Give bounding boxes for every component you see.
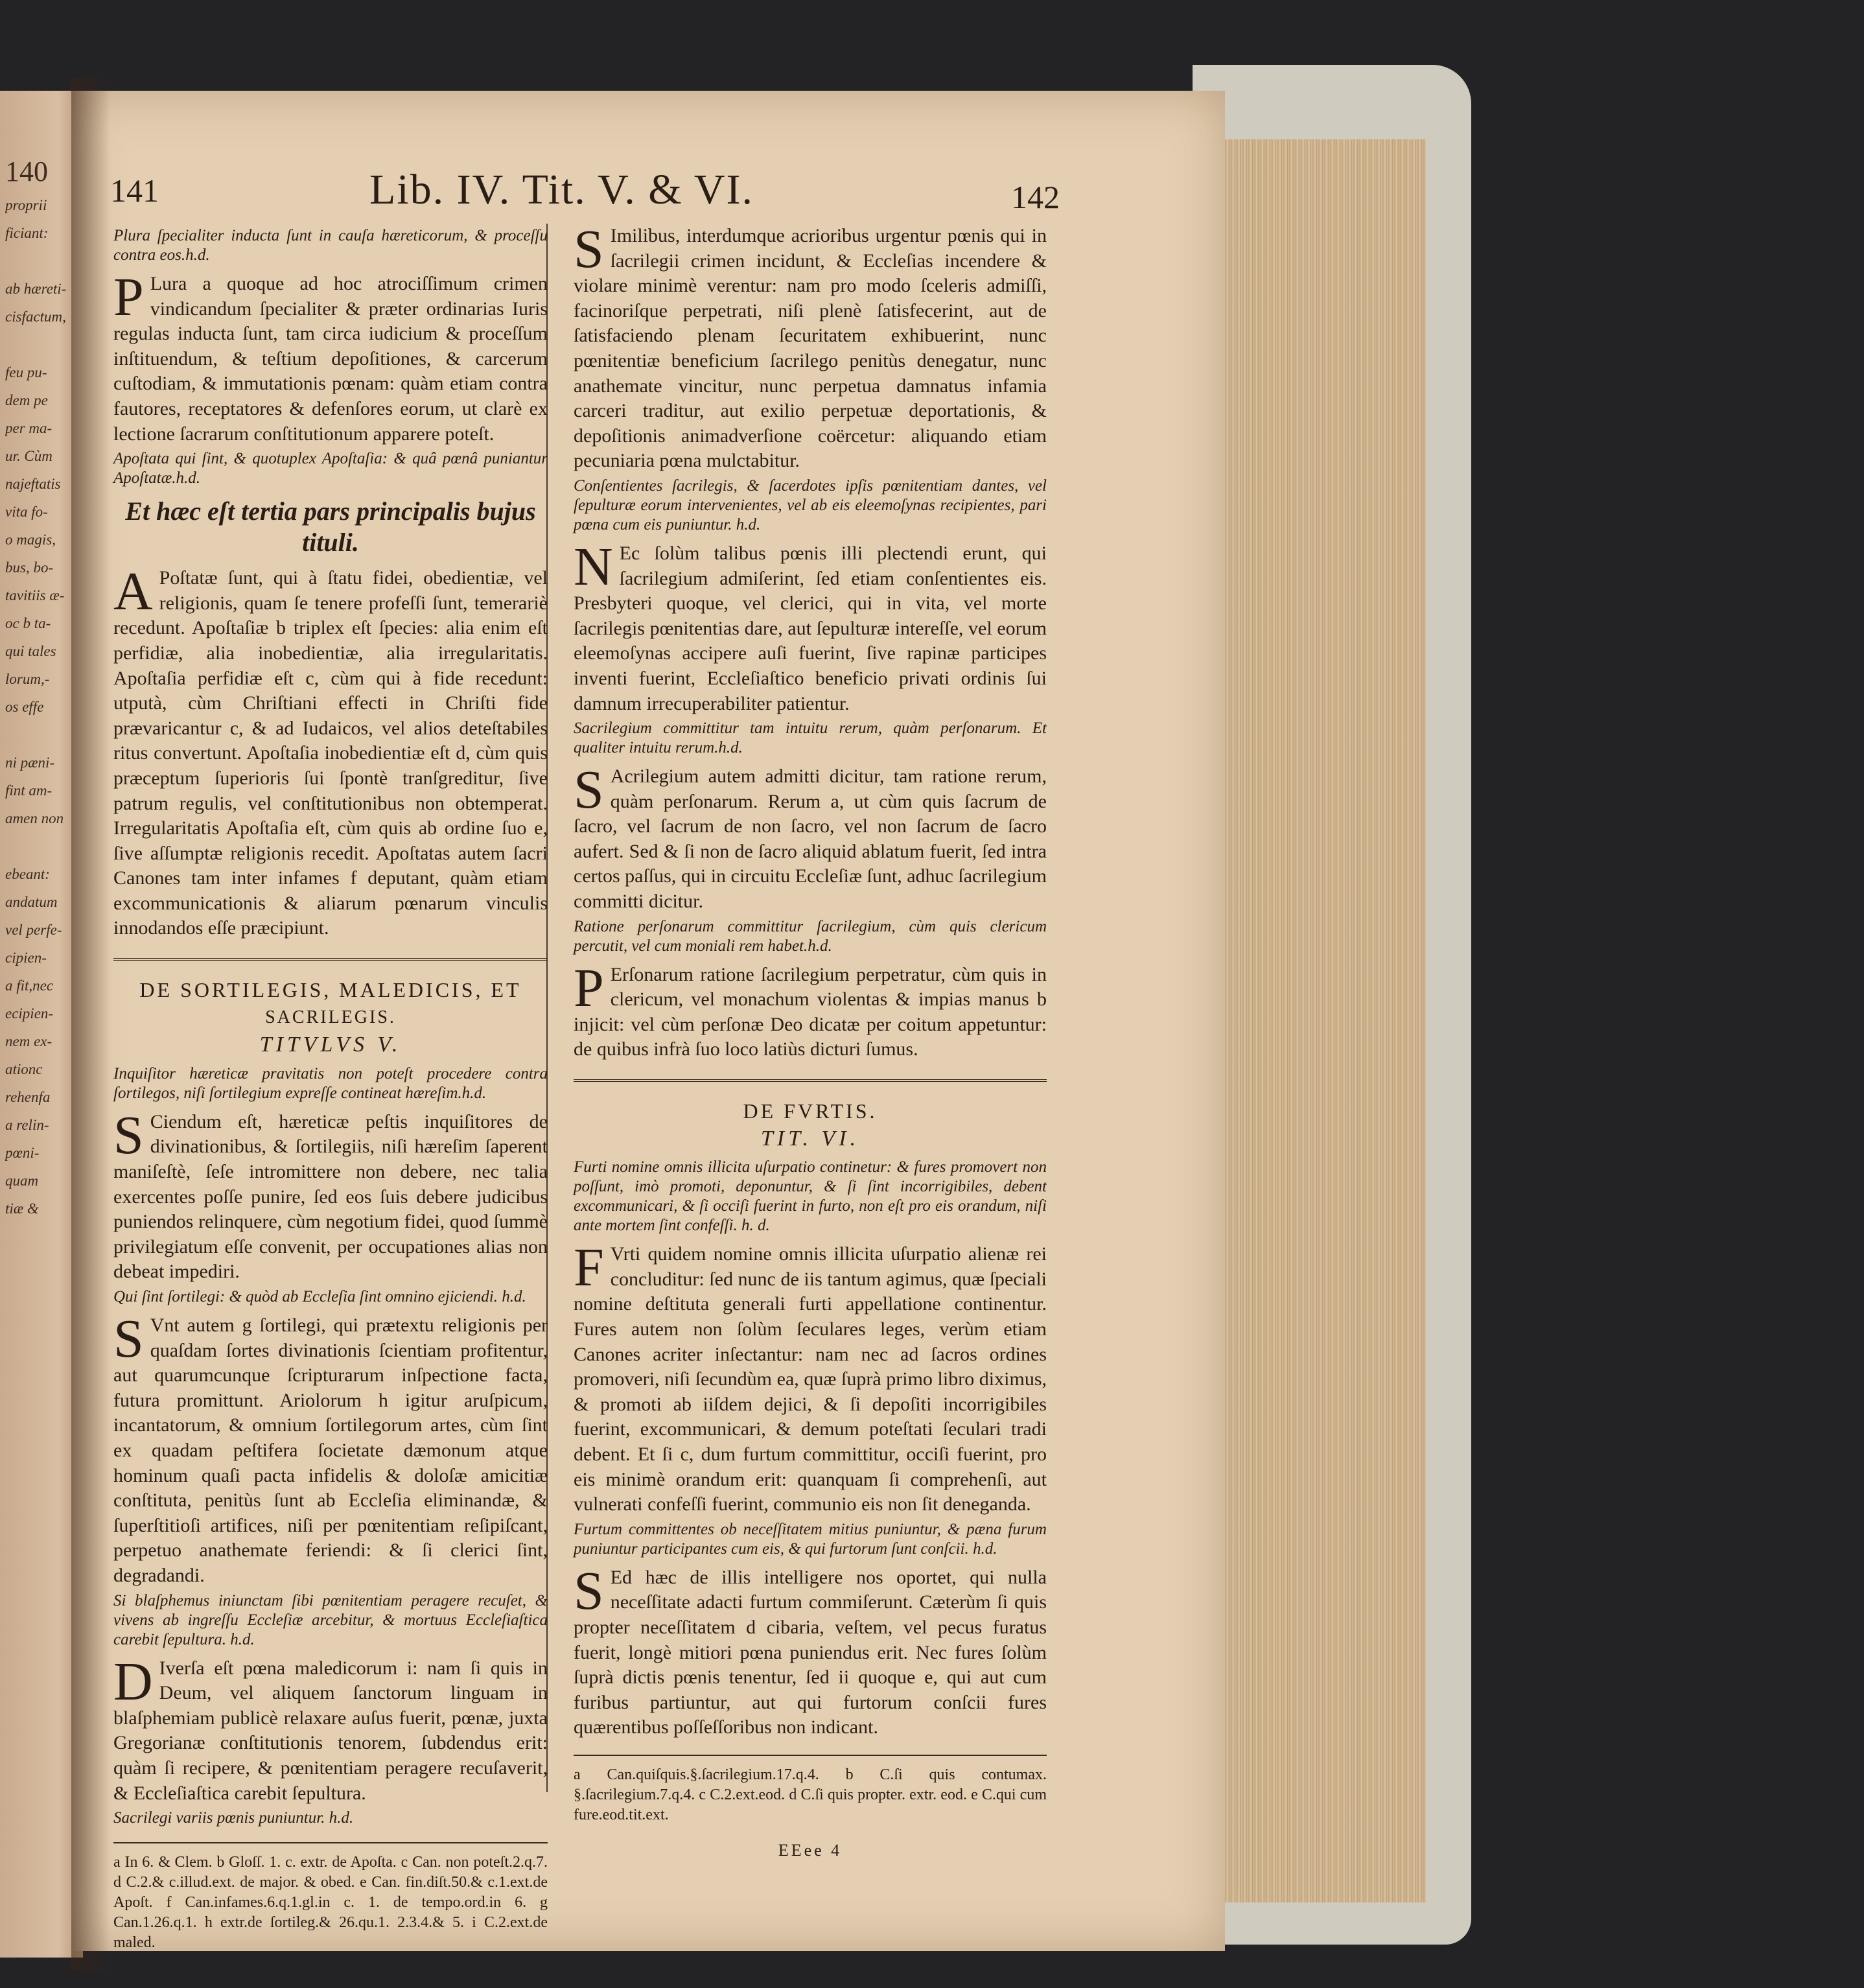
prev-margin-line (5, 832, 76, 860)
prev-margin-line (5, 721, 76, 749)
prev-margin-line: vita fo- (5, 504, 48, 520)
drop-initial: P (574, 957, 604, 1018)
paragraph (113, 561, 548, 941)
previous-page-text (5, 152, 76, 1222)
prev-margin-line: cipien- (5, 950, 47, 966)
prev-margin-line: cisfactum, (5, 309, 66, 325)
rubric: Furtum committentes ob neceſſitatem mitius puniuntur, & pæna furum puniuntur participantes cum eis, & qui furtorum ſunt conſcii. h.d. (574, 1520, 1047, 1558)
prev-margin-line: os effe (5, 699, 44, 715)
paragraph-text: Iverſa eſt pœna maledicorum i: nam ſi quis in Deum, vel aliquem ſanctorum linguam in blaſphemiam publicè relaxare auſus fuerit, pœnæ, juxta Gregorianæ conſtitutionis tenorem, ſubdendus erit: quàm ſi recipere, & pœnitentiam peragere recuſaverit, & Eccleſiaſtica carebit ſepultura. (113, 1657, 548, 1804)
drop-initial: S (574, 219, 604, 279)
drop-initial: P (113, 267, 144, 327)
prev-margin-line: lorum,- (5, 671, 50, 687)
paragraph-text: Erſonarum ratione ſacrilegium perpetratur, cùm quis in clericum, vel monachum violentas & impias manus b injicit: vel cùm perſonæ Deo dicatæ per coitum appetuntur: de quibus infrà ſuo loco latiùs dicturi ſumus. (574, 963, 1047, 1060)
running-title: Lib. IV. Tit. V. & VI. (369, 166, 754, 213)
prev-margin-line: rehenfa (5, 1089, 51, 1105)
prev-margin-line: vel perfe- (5, 922, 62, 938)
paragraph (574, 760, 1047, 915)
drop-initial: N (574, 536, 613, 597)
drop-initial: S (574, 1560, 604, 1621)
rubric: Inquiſitor hæreticæ pravitatis non poteſt procedere contra ſortilegos, niſi ſortilegium expreſſe contineat hæreſim.h.d. (113, 1064, 548, 1102)
paragraph (113, 1651, 548, 1807)
paragraph-text: Poſtatæ ſunt, qui à ſtatu fidei, obedientiæ, vel religionis, quam ſe tenere profeſſi ſunt, temerariè recedunt. Apoſtaſiæ b triplex eſt ſpecies: alia enim eſt perfidiæ, alia inobedientiæ, alia irregularitatis. Apoſtaſia perfidiæ eſt c, cùm qui à fide recedunt: utputà, cùm Chriſtiani effecti in Chriſti fide prævaricantur c, & ad Iudaicos, vel alios deteſtabiles ritus convertunt. Apoſtaſia inobedientiæ eſt d, cùm quis præceptum ſuperioris ſui ſpontè tranſgreditur, ſive patrum regulis, vel conſtitutionibus non obtemperat. Irregularitatis Apoſtaſia eſt, cùm quis ab ordine ſuo e, ſive aſſumptæ religionis recedit. Apoſtatas autem ſacri Canones tam inter infames f deputant, quàm etiam excommunicationis & aliarum pœnarum vinculis innodandos eſſe præcipiunt. (113, 567, 548, 939)
rubric: Conſentientes ſacrilegis, & ſacerdotes ipſis pœnitentiam dantes, vel ſepulturæ eorum intervenientes, vel ab eis eleemoſynas recipientes, pari pœna cum eis puniuntur. h.d. (574, 476, 1047, 533)
prev-margin-line: bus, bo- (5, 559, 54, 576)
paragraph (113, 267, 548, 447)
prev-folio: 140 (5, 156, 48, 187)
folio-right: 142 (1011, 179, 1060, 215)
titulus-label: TIT. VI. (760, 1126, 860, 1151)
rubric: Sacrilegi variis pœnis puniuntur. h.d. (113, 1809, 354, 1827)
prev-margin-line: nem ex- (5, 1033, 52, 1049)
drop-initial: D (113, 1651, 153, 1712)
prev-margin-line: ur. Cùm (5, 448, 52, 464)
title-heading: DE SORTILEGIS, MALEDICIS, ET (139, 978, 522, 1002)
paragraph (113, 1105, 548, 1285)
drop-initial: F (574, 1237, 604, 1298)
prev-margin-line: ni pæni- (5, 754, 55, 771)
left-column (113, 224, 548, 1953)
folio-left: 141 (110, 172, 159, 209)
prev-margin-lines (5, 191, 76, 1222)
rubric: Plura ſpecialiter inducta ſunt in cauſa hæreticorum, & proceſſu contra eos.h.d. (113, 227, 548, 264)
prev-margin-line (5, 247, 76, 275)
prev-margin-line: qui tales (5, 643, 56, 659)
prev-margin-line: quam (5, 1173, 39, 1189)
signature-mark: EEee 4 (778, 1840, 843, 1860)
rubric: Apoſtata qui ſint, & quotuplex Apoſtaſia: & quâ pœnâ puniantur Apoſtatæ.h.d. (113, 450, 548, 487)
prev-margin-line: dem pe (5, 392, 48, 408)
paragraph-text: Ec ſolùm talibus pœnis illi plectendi erunt, qui ſacrilegium admiſerint, ſed etiam conſentientes eis. Presbyteri quoque, vel clerici, qui in vita, vel morte ſacrilegis pœnitentias dare, aut ſepulturæ intereſſe, vel eorum eleemoſynas accipere auſi fuerint, ſive rapinæ participes inventi fuerint, Eccleſiaſtico beneficio privati ordinis ſui damnum irrecuperabiliter patientur. (574, 542, 1047, 714)
right-column (574, 219, 1047, 1864)
drop-initial: S (113, 1309, 144, 1369)
prev-margin-line: tavitiis æ- (5, 587, 65, 603)
prev-margin-line: tiæ & (5, 1200, 39, 1217)
paragraph-text: Acrilegium autem admitti dicitur, tam ratione rerum, quàm perſonarum. Rerum a, ut cùm quis ſacrum de ſacro, vel ſacrum de non ſacro, vel non ſacrum de ſacro aufert. Sed & ſi non de ſacro aliquid ablatum fuerit, ſed intra certos paſſus, qui in circuitu Eccleſiæ ſunt, adhuc ſacrilegium committi dicitur. (574, 766, 1047, 913)
section-heading: Et hæc eſt tertia pars principalis bujus tituli. (125, 497, 536, 557)
paragraph-text: Ed hæc de illis intelligere nos oportet, qui nulla neceſſitate adacti furtum commiſerunt. Cæterùm ſi quis propter neceſſitatem d cibaria, veſtem, vel pecus furatus fuerit, longè mitiori pœna puniendus erit. Nec fures ſolùm ſuprà dictis pœnis tenentur, ſed ii quoque e, qui aut cum furibus partiuntur, aut qui furtorum conſcii fures quærentibus poſſeſſoribus non indicant. (574, 1566, 1047, 1738)
paragraph-text: Ciendum eſt, hæreticæ peſtis inquiſitores de divinationibus, & ſortilegiis, niſi hæreſim ſaperent maniſeſtè, ſeſe intromittere non debere, nec talia exercentes poſſe punire, ſed eos ſuis debere judicibus puniendos relinquere, cùm negotium fidei, quod ſummè privilegiatum eſſe convenit, per occupationes alias non debeat impediri. (113, 1110, 548, 1283)
paragraph-text: Vnt autem g ſortilegi, qui prætextu religionis per quaſdam ſortes divinationis ſcientiam profitentur, aut quarumcunque ſcripturarum inſpectione facta, futura promittunt. Ariolorum h igitur aruſpicum, incantatorum, & omnium ſortilegorum artes, cùm ſint ex quadam peſtifera ſocietate dæmonum atque hominum quaſi pacta infidelis & doloſæ amicitiæ conſtituta, penitùs ſunt ab Eccleſia eliminandæ, & ſuperſtitioſi artifices, niſi per pœnitentiam reſipiſcant, perpetuo anathemate feriendi: & ſi clerici ſint, degradandi. (113, 1315, 548, 1586)
prev-margin-line: o magis, (5, 532, 56, 548)
prev-margin-line: oc b ta- (5, 615, 51, 631)
prev-margin-line: amen non (5, 810, 64, 826)
prev-margin-line: ficiant: (5, 225, 49, 241)
paragraph (574, 957, 1047, 1062)
title-heading-2: SACRILEGIS. (265, 1007, 396, 1027)
prev-margin-line: per ma- (5, 420, 52, 436)
footnote-rule (574, 1755, 1047, 1756)
prev-margin-line: andatum (5, 894, 58, 910)
prev-margin-line: fint am- (5, 782, 52, 799)
rubric: Qui ſint ſortilegi: & quòd ab Eccleſia ſint omnino ejiciendi. h.d. (113, 1288, 526, 1305)
paragraph (574, 1237, 1047, 1517)
paragraph-text: Imilibus, interdumque acrioribus urgentur pœnis qui in ſacrilegii crimen incidunt, & Eccleſias incendere & violare minimè verentur: nam pro modo ſceleris admiſſi, facinoriſque perpetrati, niſi plenè ſatisfecerint, aut de ſatisfaciendo plenam ſecuritatem exhibuerint, nunc pœnitentiæ beneficium ſacrilego penitùs denegatur, nunc anathemate vincitur, nunc perpetua damnatus infamia carceri traditur, aut exilio perpetuæ deportationis, & depoſitionis animadverſione coërcetur: aliquando etiam pecuniaria pœna mulctabitur. (574, 225, 1047, 472)
prev-margin-line: a fit,nec (5, 977, 54, 994)
prev-margin-line: a relin- (5, 1117, 49, 1133)
ornamental-rule (113, 958, 548, 961)
paragraph (574, 1560, 1047, 1740)
prev-margin-line: ecipien- (5, 1005, 54, 1022)
prev-margin-line (5, 331, 76, 358)
rubric: Si blaſphemus iniunctam ſibi pœnitentiam peragere recuſet, & vivens ab ingreſſu Eccleſiæ arcebitur, & mortuus Eccleſiaſtica carebit ſepultura. h.d. (113, 1591, 548, 1648)
rubric: Ratione perſonarum committitur ſacrilegium, cùm quis clericum percutit, vel cum moniali rem habet.h.d. (574, 917, 1047, 955)
titulus-label: TITVLVS V. (259, 1033, 402, 1057)
drop-initial: S (574, 760, 604, 821)
drop-initial: A (113, 561, 153, 622)
page-header (110, 166, 1063, 217)
rubric: Furti nomine omnis illicita uſurpatio continetur: & fures promovert non poſſunt, imò promoti, deponuntur, & ſi ſint incorrigibiles, debent excommunicari, & ſi occiſi fuerint in furto, non eſt pro eis orandum, niſi ante mortem ſint confeſſi. h. d. (574, 1158, 1047, 1235)
paragraph-text: Vrti quidem nomine omnis illicita uſurpatio alienæ rei concluditur: ſed nunc de iis tantum agimus, quæ ſpeciali nomine deſtituta generali furti appellatione continentur. Fures autem non ſolùm ſeculares leges, verùm etiam Canones acriter inſectantur: nam nec ad ſacros ordines promoveri, niſi ſecundùm ea, quæ ſuprà primo libro diximus, & promoti ab iiſdem dejici, & ſi depoſiti incorrigibiles fuerint, excommunicari, & demum poteſtati ſeculari tradi debent. Et ſi c, dum furtum committitur, occiſi fuerint, pro eis minimè orandum erit: quanquam ſi comprehenſi, aut vulnerati confeſſi fuerint, communio eis non ſit deneganda. (574, 1243, 1047, 1515)
prev-margin-line: pœni- (5, 1145, 40, 1161)
prev-margin-line: ab hæreti- (5, 281, 67, 297)
rubric: Sacrilegium committitur tam intuitu rerum, quàm perſonarum. Et qualiter intuitu rerum.h.d. (574, 719, 1047, 757)
footnotes: a Can.quiſquis.§.ſacrilegium.17.q.4. b C.ſi quis contumax. §.ſacrilegium.7.q.4. c C.2.ext.eod. d C.ſi quis propter. extr. eod. e C.qui cum fure.eod.tit.ext. (574, 1766, 1047, 1823)
paragraph (574, 536, 1047, 716)
ornamental-rule (574, 1079, 1047, 1082)
gutter-shadow (71, 78, 110, 1970)
drop-initial: S (113, 1105, 144, 1165)
footnote-rule (113, 1842, 548, 1843)
prev-margin-line: najeftatis (5, 476, 61, 492)
prev-margin-line: feu pu- (5, 364, 47, 380)
prev-margin-line: proprii (5, 197, 47, 213)
prev-margin-line: ebeant: (5, 866, 50, 882)
paragraph (113, 1309, 548, 1589)
paragraph-text: Lura a quoque ad hoc atrociſſimum crimen vindicandum ſpecialiter & præter ordinarias Iuris regulas inducta ſunt, tam circa iudicium & proceſſum inſtituendum, & teſtium depoſitiones, & carcerum cuſtodiam, & immutationis pœnam: quàm etiam contra fautores, receptatores & defenſores eorum, ut clarè ex lectione ſacrarum conſtitutionum apparere poteſt. (113, 273, 548, 445)
prev-margin-line: ationc (5, 1061, 43, 1077)
title-heading: DE FVRTIS. (743, 1099, 878, 1123)
paragraph (574, 219, 1047, 474)
page-edges (1212, 139, 1426, 1902)
footnotes: a In 6. & Clem. b Gloſſ. 1. c. extr. de Apoſta. c Can. non poteſt.2.q.7. d C.2.& c.illud.ext. de major. & obed. e Can. fin.diſt.50.& c.1.ext.de Apoſt. f Can.infames.6.q.1.gl.in c. 1. de tempo.ord.in 6. g Can.1.26.q.1. h extr.de ſortileg.& 26.qu.1. 2.3.4.& 5. i C.2.ext.de maled. (113, 1854, 548, 1952)
